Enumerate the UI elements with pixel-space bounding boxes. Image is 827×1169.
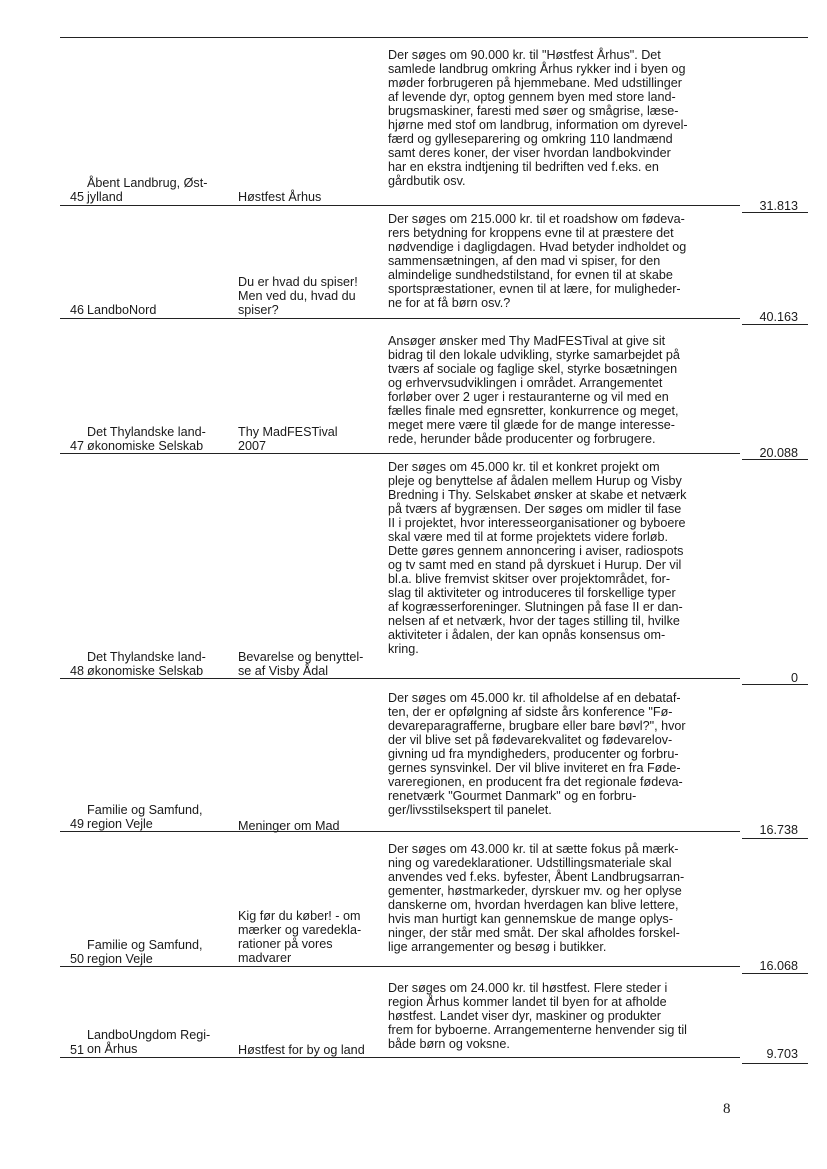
description-cell: Der søges om 24.000 kr. til høstfest. Flere steder i region Århus kommer landet til byen for at afholde høstfest. Landet viser dyr, maskiner og produkter frem for byboerne. Arrangementerne henvender sig til både børn og voksne. <box>388 981 687 1051</box>
description-cell: Ansøger ønsker med Thy MadFESTival at give sit bidrag til den lokale udvikling, styrke samarbejdet på tværs af sociale og faglige skel, styrke bosætningen og erhvervsudviklingen i området. Arrangementet forløber over 2 uger i restauranterne og vil med en fælles finale med egnsretter, konkurrence og meget, meget mere være til glæde for de mange interesse- rede, herunder både producenter og forbrugere. <box>388 334 680 446</box>
project-title-cell: Høstfest for by og land <box>238 1043 365 1057</box>
description-cell: Der søges om 90.000 kr. til "Høstfest Århus". Det samlede landbrug omkring Århus rykker ind i byen og møder forbrugeren på hjemmebane. Med udstillinger af levende dyr, optog gennem byen med store land- brugsmaskiner, faresti med søer og smågrise, læse- hjørne med stof om landbrug, information om dyrevel- færd og gylleseparering og omkring 110 landmænd samt deres koner, der viser hvordan landbokvinder har en ekstra indtjening til bedriften ved f.eks. en gårdbutik osv. <box>388 48 688 188</box>
applicant-cell: Familie og Samfund, region Vejle <box>87 803 203 831</box>
amount-rule <box>742 1063 808 1064</box>
page-number: 8 <box>723 1101 731 1117</box>
project-title-cell: Bevarelse og benyttel- se af Visby Ådal <box>238 650 364 678</box>
amount-rule <box>742 324 808 325</box>
description-cell: Der søges om 215.000 kr. til et roadshow om fødeva- rers betydning for kroppens evne til at præstere det nødvendige i dagligdagen. Hvad betyder indholdet og sammensætningen, af den mad vi spiser, for den almindelige sundhedstilstand, for evnen til at skabe sportspræstationer, evnen til at lære, for muligheder- ne for at få børn osv.? <box>388 212 687 310</box>
row-number: 50 <box>69 952 84 966</box>
description-cell: Der søges om 43.000 kr. til at sætte fokus på mærk- ning og varedeklarationer. Udstillingsmateriale skal anvendes ved f.eks. byfester, Åbent Landbrugsarran- gementer, høstmarkeder, dyrskuer mv. og her oplyse danskerne om, hvordan hverdagen kan blive lettere, hvis man hurtigt kan gennemskue de mange oplys- ninger, der står med småt. Der skal afholdes forskel- lige arrangementer og besøg i butikker. <box>388 842 685 954</box>
amount-rule <box>742 838 808 839</box>
project-title-cell: Thy MadFESTival 2007 <box>238 425 338 453</box>
amount-rule <box>742 684 808 685</box>
row-rule <box>60 831 740 832</box>
row-number: 46 <box>69 303 84 317</box>
amount-cell: 31.813 <box>759 199 798 213</box>
row-rule <box>60 1057 740 1058</box>
row-number: 51 <box>69 1043 84 1057</box>
table-row <box>0 212 827 324</box>
amount-rule <box>742 973 808 974</box>
row-rule <box>60 966 740 967</box>
row-number: 45 <box>69 190 84 204</box>
project-title-cell: Kig før du køber! - om mærker og varedekla- rationer på vores madvarer <box>238 909 362 965</box>
amount-cell: 16.738 <box>759 823 798 837</box>
table-row <box>0 842 827 975</box>
amount-cell: 40.163 <box>759 310 798 324</box>
table-row <box>0 981 827 1063</box>
amount-cell: 0 <box>790 671 798 685</box>
project-title-cell: Høstfest Århus <box>238 190 322 204</box>
table-row <box>0 691 827 839</box>
amount-cell: 16.068 <box>759 959 798 973</box>
row-rule <box>60 453 740 454</box>
table-row <box>0 48 827 213</box>
row-rule <box>60 205 740 206</box>
description-cell: Der søges om 45.000 kr. til afholdelse af en debataf- ten, der er opfølgning af sidste års konference "Fø- devareparagrafferne, brugbare eller bare bøvl?", hvor der vil blive set på fødevarekvalitet og fødevarelov- givning ud fra myndigheders, producenter og forbru- gernes synsvinkel. Der vil blive inviteret en fra Føde- vareregionen, en producent fra det regionale fødeva- renetværk "Gourmet Danmark" og en forbru- ger/livsstilsekspert til panelet. <box>388 691 686 817</box>
row-rule <box>60 678 740 679</box>
applicant-cell: Åbent Landbrug, Øst- jylland <box>87 176 208 204</box>
table-top-rule <box>60 37 808 38</box>
row-number: 48 <box>69 664 84 678</box>
amount-cell: 20.088 <box>759 446 798 460</box>
applicant-cell: LandboUngdom Regi- on Århus <box>87 1028 211 1056</box>
applicant-cell: Det Thylandske land- økonomiske Selskab <box>87 425 206 453</box>
applicant-cell: Det Thylandske land- økonomiske Selskab <box>87 650 206 678</box>
table-row <box>0 334 827 459</box>
applicant-cell: Familie og Samfund, region Vejle <box>87 938 203 966</box>
row-rule <box>60 318 740 319</box>
applicant-cell: LandboNord <box>87 303 157 317</box>
amount-cell: 9.703 <box>766 1047 798 1061</box>
table-row <box>0 460 827 686</box>
description-cell: Der søges om 45.000 kr. til et konkret projekt om pleje og benyttelse af ådalen mellem Hurup og Visby Bredning i Thy. Selskabet ønsker at skabe et netværk på tværs af bygrænsen. Der søges om midler til fase II i projektet, hvor interesseorganisationer og byboere skal være med til at forme projektets videre forløb. Dette gøres gennem annoncering i aviser, radiospots og tv samt med en stand på dyrskuet i Hurup. Der vil bl.a. blive fremvist skitser over projektområdet, for- slag til aktiviteter og introduceres til forskellige typer af kogræsserforeninger. Slutningen på fase II er dan- nelsen af et netværk, hvor der tages stilling til, hvilke aktiviteter i ådalen, der kan opnås konsensus om- kring. <box>388 460 687 656</box>
row-number: 49 <box>69 817 84 831</box>
project-title-cell: Du er hvad du spiser! Men ved du, hvad du spiser? <box>238 275 358 317</box>
project-title-cell: Meninger om Mad <box>238 819 340 833</box>
row-number: 47 <box>69 439 84 453</box>
